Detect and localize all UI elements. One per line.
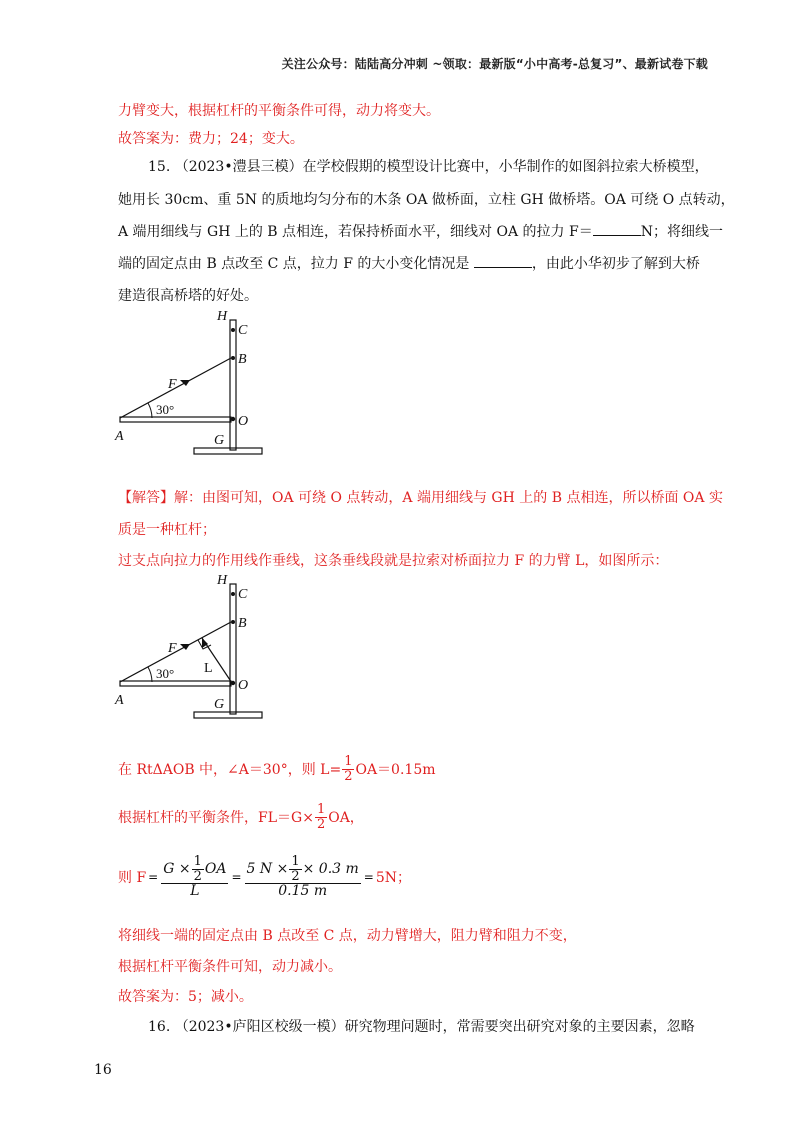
q15-line-1: 15. （2023•澧县三模）在学校假期的模型设计比赛中，小华制作的如图斜拉索大桥模型，	[148, 159, 709, 175]
q15-line-3-a: A 端用细线与 GH 上的 B 点相连，若保持桥面水平，细线对 OA 的拉力 F＝	[118, 224, 593, 240]
label-c: C	[238, 323, 248, 338]
eq2-suffix: OA，	[328, 810, 364, 827]
equation-line-1	[118, 755, 436, 783]
fraction-values	[245, 855, 361, 899]
point-c	[231, 328, 235, 332]
beam-oa-2	[120, 681, 231, 686]
frac-num: 1	[193, 854, 202, 869]
label-c-2: C	[238, 587, 248, 602]
label-angle: 30°	[156, 402, 175, 417]
eq3-num2-a: 5 N ×	[246, 860, 289, 877]
tower-post-2	[230, 584, 236, 714]
q15-line-2: 她用长 30cm、重 5N 的质地均匀分布的木条 OA 做桥面，立柱 GH 做桥塔。OA 可绕 O 点转动，	[118, 192, 735, 208]
q15-line-5: 建造很高桥塔的好处。	[118, 288, 258, 304]
point-b	[231, 356, 235, 360]
tower-base	[194, 448, 262, 454]
page-header: 关注公众号：陆陆高分冲刺 ~领取：最新版“小中高考-总复习”、最新试卷下载	[281, 57, 708, 71]
answer-blank-1[interactable]	[593, 223, 641, 236]
label-h: H	[217, 309, 228, 324]
q15-line-4-b: ，由此小华初步了解到大桥	[531, 256, 700, 272]
beam-oa	[120, 417, 231, 422]
angle-arc-2	[148, 667, 152, 682]
eq3-suffix: 5N；	[375, 869, 412, 886]
eq3-num1-b: OA	[204, 860, 227, 877]
answer-line-9: 故答案为：5；减小。	[118, 989, 253, 1005]
prev-answer-line-2: 故答案为：费力；24；变大。	[118, 131, 304, 147]
answer-line-1: 【解答】解：由图可知，OA 可绕 O 点转动，A 端用细线与 GH 上的 B 点相连，所以桥面 OA 实	[118, 490, 723, 506]
prev-answer-line-1: 力臂变大，根据杠杆的平衡条件可得，动力将变大。	[118, 103, 440, 119]
eq3-num2-b: × 0.3 m	[302, 860, 359, 877]
answer-line-3: 过支点向拉力的作用线作垂线，这条垂线段就是拉索对桥面拉力 F 的力臂 L，如图所示：	[118, 553, 669, 569]
frac-den: 2	[193, 868, 202, 884]
label-f: F	[168, 377, 177, 392]
answer-blank-2[interactable]	[474, 255, 532, 268]
eq3-num1-a: G ×	[163, 860, 191, 877]
point-o-2	[231, 681, 235, 685]
label-b-2: B	[238, 616, 247, 631]
q16-line-1: 16. （2023•庐阳区校级一模）研究物理问题时，常需要突出研究对象的主要因素，忽略	[148, 1019, 695, 1035]
label-h-2: H	[217, 573, 228, 588]
label-a: A	[115, 429, 124, 444]
answer-line-7: 将细线一端的固定点由 B 点改至 C 点，动力臂增大，阻力臂和阻力不变，	[118, 928, 577, 944]
answer-line-2: 质是一种杠杆；	[118, 522, 216, 538]
frac-den: 2	[316, 816, 326, 832]
tower-base-2	[194, 712, 262, 718]
bridge-figure-1	[110, 308, 280, 458]
q15-line-3	[118, 221, 723, 241]
equation-line-2	[118, 803, 364, 831]
eq3-den1: L	[190, 883, 200, 900]
label-g: G	[214, 433, 225, 448]
label-o-2: O	[238, 678, 249, 693]
bridge-figure-2	[110, 572, 280, 722]
frac-num: 1	[316, 802, 326, 817]
label-b: B	[238, 352, 247, 367]
answer-line-8: 根据杠杆平衡条件可知，动力减小。	[118, 959, 342, 975]
point-b-2	[231, 620, 235, 624]
eq1-suffix: OA＝0.15m	[355, 762, 436, 779]
q15-line-3-b: N；将细线一	[640, 224, 723, 240]
frac-num: 1	[344, 754, 353, 769]
q15-line-4-a: 端的固定点由 B 点改至 C 点，拉力 F 的大小变化情况是	[118, 256, 474, 272]
point-o	[231, 417, 235, 421]
fraction-formula	[161, 855, 228, 899]
frac-den: 2	[344, 768, 353, 784]
eq2-prefix: 根据杠杆的平衡条件，FL＝G×	[118, 810, 314, 827]
label-l: L	[204, 661, 213, 676]
angle-arc	[148, 403, 152, 418]
label-angle-2: 30°	[156, 666, 175, 681]
label-a-2: A	[115, 693, 124, 708]
page-number: 16	[94, 1062, 112, 1078]
eq1-prefix: 在 RtΔAOB 中，∠A＝30°，则 L=	[118, 762, 342, 779]
equation-line-3: 则 F = G × $\frac{1}{2}$ OA L = 5 N × $\frac{1}{2}$ × 0.3 m 0.15 m = 5N；	[118, 854, 412, 900]
frac-num: 1	[291, 854, 300, 869]
point-c-2	[231, 592, 235, 596]
tower-post	[230, 320, 236, 450]
label-o: O	[238, 414, 249, 429]
q15-line-4	[118, 253, 700, 273]
eq3-den2: 0.15 m	[278, 883, 328, 900]
eq3-prefix: 则 F	[118, 869, 147, 886]
frac-den: 2	[291, 868, 300, 884]
label-f-2: F	[168, 641, 177, 656]
label-g-2: G	[214, 697, 225, 712]
fraction-half-1	[342, 755, 354, 783]
fraction-half-2	[315, 803, 327, 831]
